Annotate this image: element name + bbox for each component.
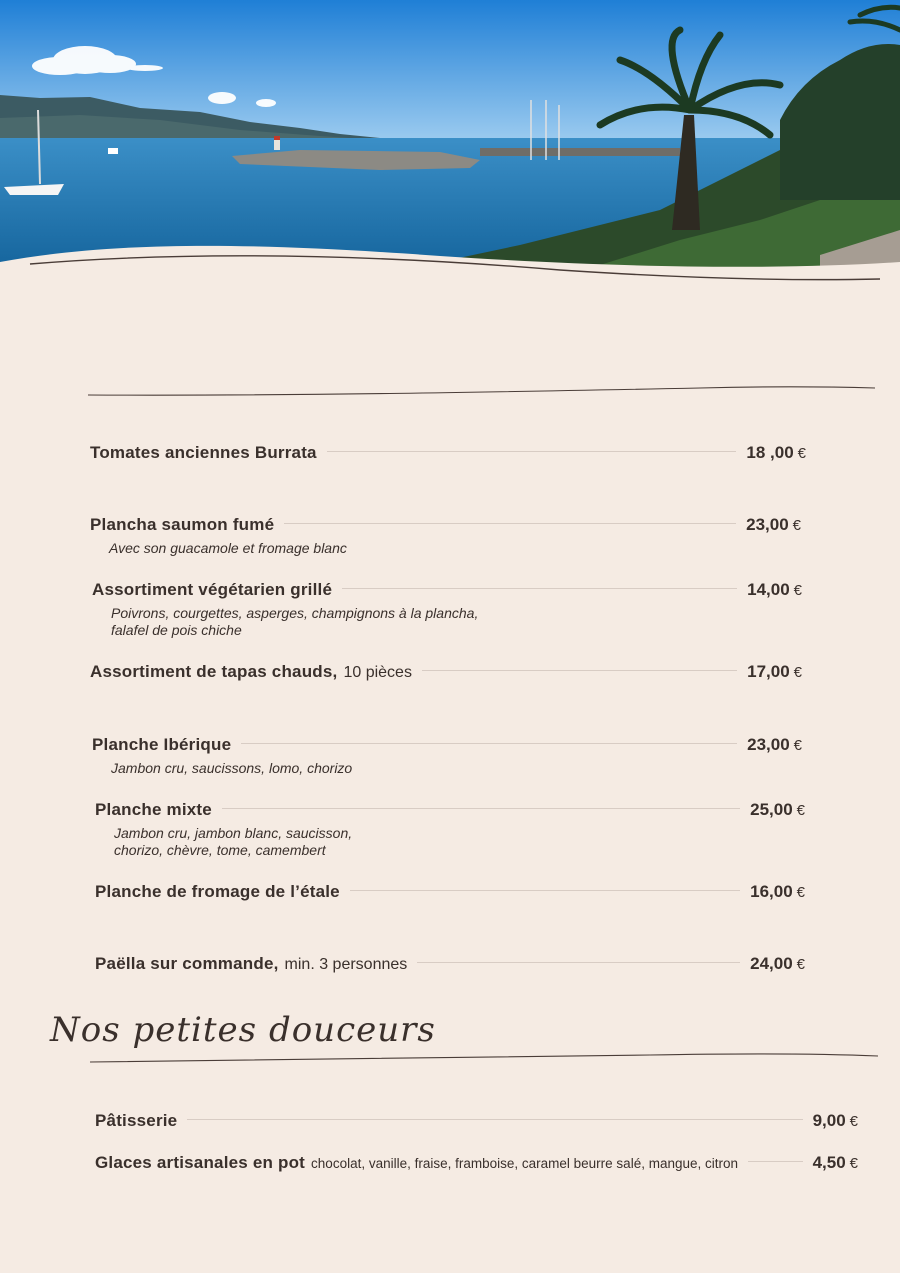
divider-line [0, 1048, 900, 1068]
menu-item [92, 580, 802, 639]
item-extra: min. 3 personnes [284, 956, 408, 973]
item-price: 4,50 € [812, 1153, 858, 1172]
item-price: 9,00 € [812, 1111, 858, 1130]
item-extra: chocolat, vanille, fraise, framboise, caramel beurre salé, mangue, citron [311, 1156, 738, 1171]
item-name: Paëlla sur commande, [95, 954, 279, 973]
divider-line [0, 380, 900, 400]
hero-photo [0, 0, 900, 290]
currency: € [796, 956, 805, 973]
menu-item [90, 443, 806, 463]
item-price: 23,00 € [747, 735, 802, 754]
dot-leader [342, 588, 737, 589]
item-price: 25,00 € [750, 800, 805, 819]
dot-leader [422, 670, 737, 671]
item-price: 17,00 € [747, 662, 802, 681]
menu-item [95, 954, 805, 974]
item-description: Jambon cru, jambon blanc, saucisson, chorizo, chèvre, tome, camembert [114, 825, 353, 858]
menu-item [92, 735, 802, 777]
item-name: Planche de fromage de l’étale [95, 882, 340, 901]
item-price: 16,00 € [750, 882, 805, 901]
item-price: 24,00 € [750, 954, 805, 973]
dot-leader [284, 523, 736, 524]
currency: € [849, 1155, 858, 1172]
item-name: Pâtisserie [95, 1111, 178, 1130]
dot-leader [222, 808, 740, 809]
item-description: Jambon cru, saucissons, lomo, chorizo [111, 760, 353, 776]
item-name: Planche Ibérique [92, 735, 232, 754]
dot-leader [417, 962, 740, 963]
dot-leader [350, 890, 740, 891]
item-name: Plancha saumon fumé [90, 515, 275, 534]
dot-leader [327, 451, 737, 452]
dot-leader [241, 743, 737, 744]
menu-item [90, 515, 801, 557]
item-price: 23,00 € [746, 515, 801, 534]
item-extra: 10 pièces [343, 664, 412, 681]
currency: € [849, 1113, 858, 1130]
item-price: 18 ,00 € [746, 443, 806, 462]
dot-leader [187, 1119, 802, 1120]
currency: € [793, 664, 802, 681]
currency: € [796, 802, 805, 819]
currency: € [797, 445, 806, 462]
item-name: Tomates anciennes Burrata [90, 443, 317, 462]
item-name: Assortiment végétarien grillé [92, 580, 333, 599]
currency: € [792, 517, 801, 534]
dessert-item [95, 1111, 858, 1131]
dot-leader [748, 1161, 803, 1162]
menu-item [95, 882, 805, 902]
item-description: Poivrons, courgettes, asperges, champignons à la plancha, falafel de pois chiche [111, 605, 479, 638]
item-name: Assortiment de tapas chauds, [90, 662, 338, 681]
section-title: Nos petites douceurs [50, 1010, 436, 1050]
item-name: Glaces artisanales en pot [95, 1153, 306, 1172]
item-price: 14,00 € [747, 580, 802, 599]
currency: € [796, 884, 805, 901]
currency: € [793, 737, 802, 754]
dessert-item [95, 1153, 858, 1173]
menu-item [90, 662, 802, 682]
item-description: Avec son guacamole et fromage blanc [109, 540, 347, 556]
menu-item [95, 800, 805, 859]
item-name: Planche mixte [95, 800, 212, 819]
currency: € [793, 582, 802, 599]
